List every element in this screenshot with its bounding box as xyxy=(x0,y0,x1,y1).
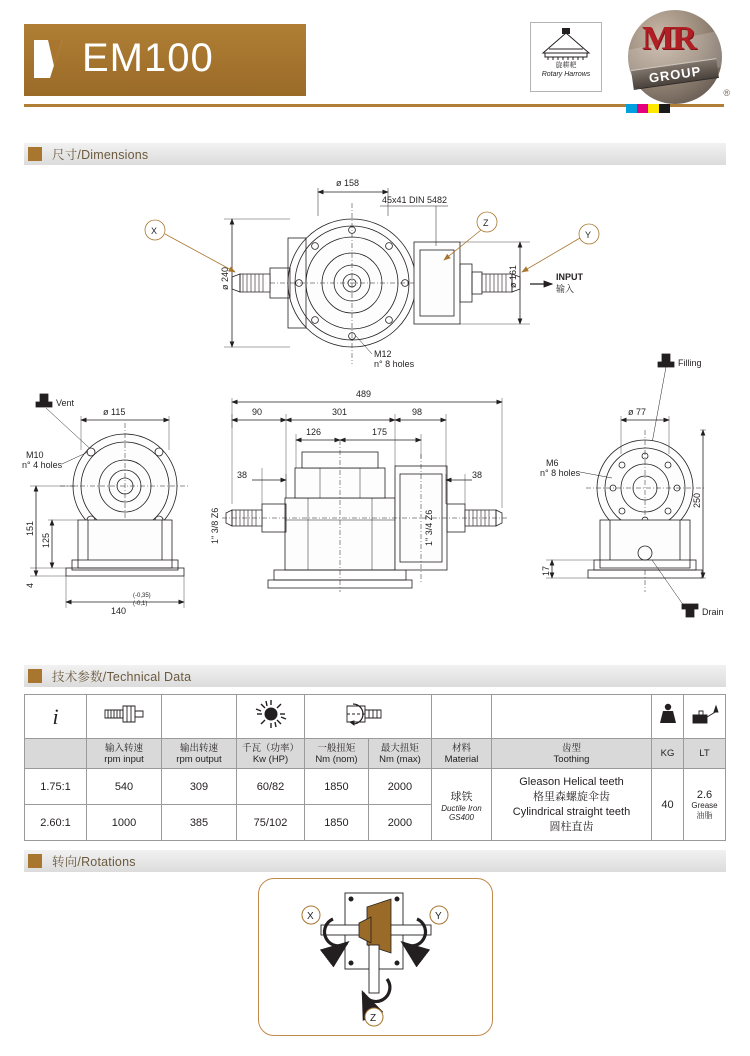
th-torque-nom: 一般扭矩 Nm (nom) xyxy=(305,739,369,769)
svg-text:126: 126 xyxy=(306,427,322,437)
company-logo xyxy=(622,6,732,110)
svg-text:M10: M10 xyxy=(26,450,44,460)
weight-icon-cell xyxy=(652,695,684,739)
table-icon-row xyxy=(25,695,726,739)
brand-mark-icon xyxy=(24,24,82,96)
th-torque-max: 最大扭矩 Nm (max) xyxy=(368,739,431,769)
svg-text:151: 151 xyxy=(25,520,35,536)
svg-text:489: 489 xyxy=(356,389,372,399)
header-rule xyxy=(24,104,724,107)
svg-text:X: X xyxy=(307,911,314,922)
rotary-harrow-icon xyxy=(535,27,597,61)
svg-text:ø 158: ø 158 xyxy=(336,178,360,188)
svg-text:4: 4 xyxy=(25,582,35,588)
svg-text:Vent: Vent xyxy=(56,398,75,408)
ratio-icon: i xyxy=(52,703,59,729)
cell-weight: 40 xyxy=(652,769,684,841)
svg-text:140: 140 xyxy=(111,606,127,616)
cell-toothing: Gleason Helical teeth 格里森螺旋伞齿 Cylindrical straight teeth 圆柱直齿 xyxy=(492,769,652,841)
section-header-rotations xyxy=(24,850,726,872)
logo-registered: ® xyxy=(723,88,730,98)
rpm-output-icon-cell xyxy=(162,695,237,739)
th-toothing: 齿型 Toothing xyxy=(492,739,652,769)
torque-icon xyxy=(341,700,395,728)
rotations-diagram-box xyxy=(258,878,493,1036)
th-rpm-input: 输入转速 rpm input xyxy=(87,739,162,769)
svg-text:Y: Y xyxy=(585,230,592,240)
ratio-icon-cell xyxy=(25,695,87,739)
cell-ratio: 2.60:1 xyxy=(25,805,87,841)
svg-text:175: 175 xyxy=(372,427,388,437)
svg-text:250: 250 xyxy=(692,492,702,508)
cell-torque-nom: 1850 xyxy=(305,805,369,841)
cell-torque-nom: 1850 xyxy=(305,769,369,805)
cell-rpm-input: 540 xyxy=(87,769,162,805)
th-rpm-output: 输出转速 rpm output xyxy=(162,739,237,769)
th-kg: KG xyxy=(652,739,684,769)
svg-text:(-0,1): (-0,1) xyxy=(133,601,148,607)
svg-text:Filling: Filling xyxy=(678,358,702,368)
cell-rpm-output: 309 xyxy=(162,769,237,805)
cell-torque-max: 2000 xyxy=(368,769,431,805)
cell-rpm-input: 1000 xyxy=(87,805,162,841)
svg-text:M12: M12 xyxy=(374,349,392,359)
rpm-input-icon-cell xyxy=(87,695,162,739)
oil-icon-cell xyxy=(684,695,726,739)
page-header xyxy=(0,0,750,120)
svg-text:输入: 输入 xyxy=(556,284,575,294)
svg-text:1" 3/8 Z6: 1" 3/8 Z6 xyxy=(210,507,220,544)
svg-text:INPUT: INPUT xyxy=(556,272,583,282)
table-row xyxy=(25,769,726,805)
th-ratio xyxy=(25,739,87,769)
section-header-dimensions xyxy=(24,143,726,165)
toothing-icon-cell xyxy=(492,695,652,739)
cmyk-registration-marks xyxy=(626,104,670,113)
svg-text:90: 90 xyxy=(252,407,263,417)
page-title: EM100 xyxy=(82,36,214,80)
model-title-bar xyxy=(24,24,306,96)
section-bullet xyxy=(28,854,42,868)
rotation-diagram xyxy=(259,879,492,1035)
svg-text:(-0,35): (-0,35) xyxy=(133,593,151,599)
cell-oil: 2.6 Grease 油脂 xyxy=(684,769,726,841)
svg-text:ø 77: ø 77 xyxy=(628,407,647,417)
cell-power: 75/102 xyxy=(237,805,305,841)
svg-text:Z: Z xyxy=(483,218,489,228)
svg-text:38: 38 xyxy=(472,470,483,480)
th-power: 千瓦（功率） Kw (HP) xyxy=(237,739,305,769)
section-title-rotations: 转向/Rotations xyxy=(52,855,136,869)
section-title-dimensions: 尺寸/Dimensions xyxy=(52,148,149,162)
th-lt: LT xyxy=(684,739,726,769)
gear-shaft-icon xyxy=(101,700,147,728)
torque-icon-cell xyxy=(305,695,432,739)
svg-text:n° 8 holes: n° 8 holes xyxy=(540,468,581,478)
svg-text:1" 3/4 Z6: 1" 3/4 Z6 xyxy=(424,509,434,546)
logo-mark: MR xyxy=(642,20,695,57)
product-family-cn: 旋耕耙 xyxy=(555,62,577,69)
svg-text:301: 301 xyxy=(332,407,348,417)
svg-text:X: X xyxy=(151,226,158,236)
svg-text:Z: Z xyxy=(370,1013,377,1024)
cell-material: 球铁 Ductile Iron GS400 xyxy=(432,769,492,841)
svg-text:n° 4 holes: n° 4 holes xyxy=(22,460,63,470)
cell-ratio: 1.75:1 xyxy=(25,769,87,805)
svg-text:98: 98 xyxy=(412,407,423,417)
logo-band: GROUP xyxy=(631,58,719,90)
cell-torque-max: 2000 xyxy=(368,805,431,841)
technical-data-table xyxy=(24,694,726,841)
th-material: 材料 Material xyxy=(432,739,492,769)
cell-power: 60/82 xyxy=(237,769,305,805)
section-bullet xyxy=(28,669,42,683)
svg-text:Y: Y xyxy=(435,911,442,922)
section-bullet xyxy=(28,147,42,161)
product-family-box xyxy=(530,22,602,92)
power-sun-icon xyxy=(254,699,288,729)
svg-text:38: 38 xyxy=(237,470,248,480)
svg-text:45x41 DIN 5482: 45x41 DIN 5482 xyxy=(382,195,448,205)
svg-text:17: 17 xyxy=(541,565,551,576)
oil-can-icon xyxy=(689,703,721,725)
product-family-en: Rotary Harrows xyxy=(541,71,591,78)
weight-icon xyxy=(657,702,679,726)
svg-text:ø 240: ø 240 xyxy=(220,266,230,290)
svg-text:Drain: Drain xyxy=(702,607,724,617)
table-header-row xyxy=(25,739,726,769)
svg-text:n° 8 holes: n° 8 holes xyxy=(374,359,415,369)
section-title-technical: 技术参数/Technical Data xyxy=(52,670,192,684)
dimension-drawings xyxy=(0,168,750,668)
power-icon-cell xyxy=(237,695,305,739)
material-icon-cell xyxy=(432,695,492,739)
section-header-technical xyxy=(24,665,726,687)
svg-text:ø 161: ø 161 xyxy=(508,264,518,288)
cell-rpm-output: 385 xyxy=(162,805,237,841)
svg-text:ø 115: ø 115 xyxy=(103,407,126,417)
svg-text:125: 125 xyxy=(41,532,51,548)
svg-text:M6: M6 xyxy=(546,458,559,468)
